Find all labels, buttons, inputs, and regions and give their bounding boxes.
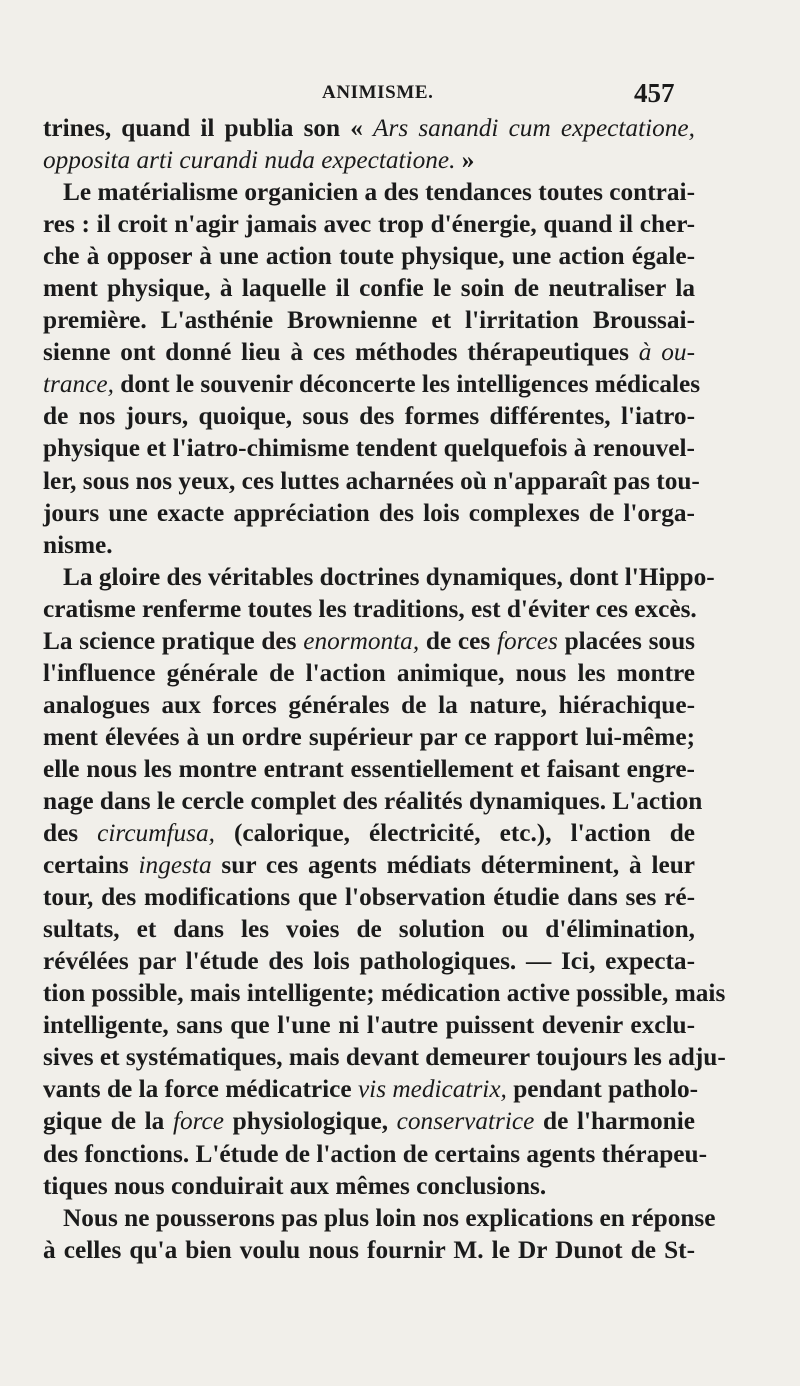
text-line [43,977,726,1009]
paragraph [43,561,726,1202]
text-line [43,529,695,561]
text-run: La science pratique des [43,626,304,655]
text-line [43,1202,716,1234]
text-line [43,689,695,721]
text-line [43,432,695,464]
text-run: des fonctions. L'étude de l'action de certains agents thérapeu- [43,1139,708,1168]
text-line [43,721,695,753]
paragraph [43,112,695,176]
text-line [43,593,695,625]
text-line [43,881,695,913]
italic-text: conservatrice [396,1107,535,1136]
italic-text: vis medicatrix, [357,1075,507,1104]
text-line [43,400,695,432]
text-line [43,817,695,849]
body-text [43,112,726,1266]
text-run: La gloire des véritables doctrines dynamiques, dont l'Hippo- [63,562,715,591]
text-line [43,1234,695,1266]
text-run: » [455,146,475,175]
text-line [43,561,715,593]
text-run: nage dans le cercle complet des réalités dynamiques. L'action [43,786,703,815]
text-run: de l'harmonie [534,1107,696,1136]
text-run: nisme. [43,530,113,559]
page-header [0,78,800,112]
paragraph [43,176,701,561]
italic-text: trance, [43,370,114,399]
text-run: ment physique, à laquelle il confie le soin de neutraliser la [43,274,695,303]
text-run: sur ces agents médiats déterminent, à leur [211,851,695,880]
text-line [43,208,695,240]
text-line [43,913,695,945]
text-run: analogues aux forces générales de la nature, hiérachique- [43,690,695,719]
text-line [43,849,695,881]
text-run: révélées par l'étude des lois pathologiques. — Ici, expecta- [43,947,695,976]
italic-text: opposita arti curandi nuda expectatione. [43,146,456,175]
text-run: à celles qu'a bien voulu nous fournir M. le Dr Dunot de St- [43,1235,695,1264]
running-head: ANIMISME. [322,82,434,103]
text-line [43,368,701,400]
paragraph [43,1202,716,1266]
text-run: che à opposer à une action toute physique, une action égale- [43,242,695,271]
text-line [43,945,695,977]
text-run: de nos jours, quoique, sous des formes différentes, l'iatro- [43,402,695,431]
text-line [43,1105,695,1137]
text-run: des [43,819,98,848]
italic-text: force [172,1107,225,1136]
italic-text: circumfusa, [97,819,215,848]
text-run: (calorique, électricité, etc.), l'action de [214,819,695,848]
text-run: gique de la [43,1107,173,1136]
text-run: Le matérialisme organicien a des tendances toutes contrai- [63,178,695,207]
text-line [43,1041,726,1073]
text-run: intelligente, sans que l'une ni l'autre puissent devenir exclu- [43,1011,695,1040]
italic-text: Ars sanandi cum expectatione, [373,114,695,142]
text-line [43,176,695,208]
text-run: tion possible, mais intelligente; médication active possible, mais [43,979,726,1008]
text-line [43,753,695,785]
text-run: ler, sous nos yeux, ces luttes acharnées où n'apparaît pas tou- [43,466,700,495]
text-line [43,1073,699,1105]
text-run: tour, des modifications que l'observation étudie dans ses ré- [43,883,695,912]
text-run: ment élevées à un ordre supérieur par ce rapport lui-même; [43,722,695,751]
text-run: sives et systématiques, mais devant demeurer toujours les adju- [43,1043,726,1072]
italic-text: forces [496,626,558,655]
text-run: sultats, et dans les voies de solution ou d'élimination, [43,915,695,944]
text-run: trines, quand il publia son « [43,114,374,142]
text-run: vants de la force médicatrice [43,1075,358,1104]
text-run: elle nous les montre entrant essentiellement et faisant engre- [43,754,695,783]
text-run: physique et l'iatro-chimisme tendent quelquefois à renouvel- [43,434,695,463]
italic-text: enormonta, [303,626,420,655]
text-run: l'influence générale de l'action animique, nous les montre [43,658,695,687]
text-line [43,112,695,144]
text-line [43,785,703,817]
text-run: physiologique, [224,1107,397,1136]
text-run: pendant patholo- [506,1075,699,1104]
page-number: 457 [634,78,675,108]
italic-text: à ou- [638,338,695,367]
text-run: première. L'asthénie Brownienne et l'irritation Broussai- [43,306,695,335]
text-line [43,144,695,176]
text-run: res : il croit n'agir jamais avec trop d'énergie, quand il cher- [43,210,695,239]
text-line [43,304,695,336]
text-line [43,240,695,272]
text-line [43,1170,695,1202]
text-run: placées sous [557,626,695,655]
text-run: dont le souvenir déconcerte les intelligences médicales [113,370,701,399]
text-line [43,625,695,657]
text-run: sienne ont donné lieu à ces méthodes thérapeutiques [43,338,639,367]
text-line [43,657,695,689]
text-line [43,497,695,529]
text-line [43,272,695,304]
text-line [43,1138,708,1170]
text-run: jours une exacte appréciation des lois complexes de l'orga- [43,498,695,527]
text-line [43,1009,695,1041]
text-run: Nous ne pousserons pas plus loin nos explications en réponse [63,1203,716,1232]
text-run: cratisme renferme toutes les traditions, est d'éviter ces excès. [43,594,697,623]
italic-text: ingesta [138,851,212,880]
text-line [43,336,695,368]
text-run: certains [43,851,139,880]
text-run: tiques nous conduirait aux mêmes conclusions. [43,1171,547,1200]
text-line [43,465,700,497]
text-run: de ces [419,626,497,655]
